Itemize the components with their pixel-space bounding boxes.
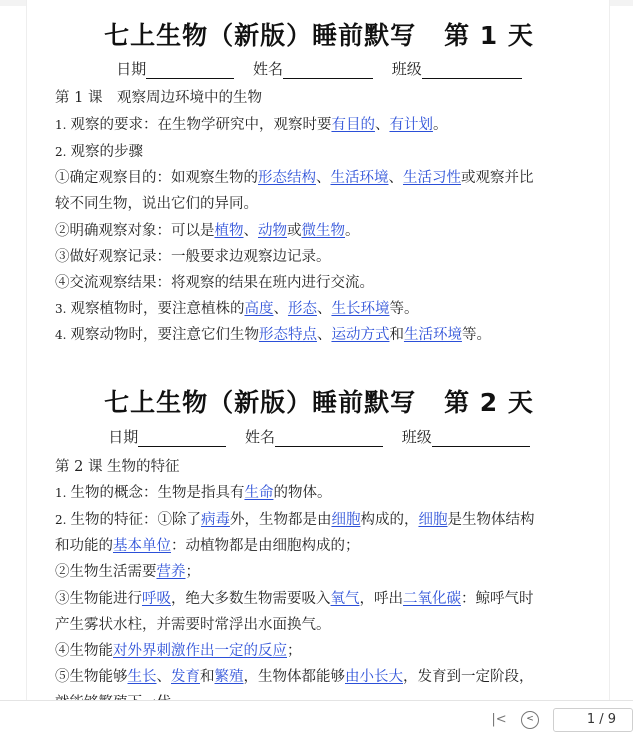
text: 构成的， [360,512,419,528]
text: 的物体。 [273,485,332,501]
answer: 微生物 [301,223,345,239]
day2-meta-row [27,426,611,447]
name-field[interactable] [275,431,383,447]
text: ，生物体都能够 [243,669,345,685]
text: ③生物能进行 [55,591,142,607]
text: 观察植物时，要注意植株的 [70,301,245,317]
answer: 繁殖 [214,669,244,685]
text: ②生物生活需要 [55,564,157,580]
answer: 有计划 [389,117,433,133]
day-number: 第 2 天 [444,388,534,417]
name-label: 姓名 [244,428,275,446]
text: 。 [432,117,448,133]
answer: 生长环境 [331,301,390,317]
day2-feature-2 [55,562,585,582]
text: ，呼出 [359,591,403,607]
text: 、 [388,170,403,186]
class-label: 班级 [401,428,432,446]
day2-item-2 [55,510,585,530]
class-label: 班级 [391,60,422,78]
answer: 生活环境 [330,170,389,186]
text: 观察的步骤 [70,144,143,160]
item-number: 1. [55,486,67,500]
title-text: 七上生物（新版）睡前默写 [104,388,417,417]
item-number: 4. [55,328,67,342]
day1-item-4 [55,325,585,345]
text: 或观察并比 [461,170,534,186]
answer: 运动方式 [331,327,390,343]
text: ②明确观察对象：可以是 [55,223,215,239]
answer: 形态结构 [258,170,316,186]
text: ； [185,564,200,580]
text: 、 [273,301,288,317]
answer: 形态 [287,301,317,317]
day1-item-1 [55,115,585,135]
day1-title [27,16,611,52]
class-field[interactable] [422,63,522,79]
answer: 生活习性 [403,170,461,186]
text: 观察动物时，要注意它们生物 [70,327,259,343]
day2-feature-3-cont: 产生雾状水柱，并需要时常浮出水面换气。 [55,617,331,633]
day1-item-3 [55,299,585,319]
day1-step-3: ③做好观察记录：一般要求边观察边记录。 [55,249,331,265]
text: 等。 [389,301,419,317]
text: ，绝大多数生物需要吸入 [171,591,331,607]
text: ； [287,643,302,659]
answer: 生长 [127,669,157,685]
answer: 生命 [244,485,274,501]
text: 、 [374,117,390,133]
date-label: 日期 [108,428,139,446]
date-field[interactable] [138,431,226,447]
day1-step-2 [55,221,585,241]
text: ④生物能 [55,643,113,659]
answer: 病毒 [200,512,230,528]
text: 生物的特征：①除了 [70,512,201,528]
text: 生物的概念：生物是指具有 [70,485,245,501]
day-number: 第 1 天 [444,21,534,50]
title-text: 七上生物（新版）睡前默写 [104,21,417,50]
answer: 营养 [156,564,186,580]
answer: 基本单位 [113,538,171,554]
answer: 细胞 [331,512,361,528]
text: 外，生物都是由 [229,512,332,528]
text: 是生物体结构 [447,512,535,528]
item-number: 3. [55,302,67,316]
day2-feature-4 [55,641,585,661]
day2-feature-5 [55,667,585,687]
answer: 二氧化碳 [403,591,461,607]
item-number: 1. [55,118,67,132]
day2-title [27,383,611,419]
day2-item-2-cont [55,536,585,556]
date-label: 日期 [116,60,147,78]
text: 。 [345,223,360,239]
text: ①确定观察目的：如观察生物的 [55,170,258,186]
answer: 由小长大 [345,669,403,685]
text: ：鲸呼气时 [461,591,534,607]
date-field[interactable] [146,63,234,79]
document-page [26,0,610,700]
text: 、 [316,327,332,343]
text: ：动植物都是由细胞构成的； [171,538,360,554]
text: 、 [243,223,258,239]
day1-step-1-cont: 较不同生物，说出它们的异同。 [55,196,258,212]
day1-item-2 [55,142,585,162]
day2-item-1 [55,483,585,503]
answer: 形态特点 [258,327,317,343]
answer: 高度 [244,301,274,317]
day2-feature-3 [55,589,585,609]
class-field[interactable] [432,431,530,447]
page-indicator[interactable]: 1 / 9 [553,708,633,732]
text: 观察的要求：在生物学研究中，观察时要 [70,117,332,133]
text: 、 [156,669,171,685]
answer: 细胞 [418,512,448,528]
day1-lesson-heading: 第 1 课 观察周边环境中的生物 [55,90,262,106]
answer: 对外界刺激作出一定的反应 [113,643,287,659]
answer: 呼吸 [142,591,171,607]
day1-step-4: ④交流观察结果：将观察的结果在班内进行交流。 [55,275,374,291]
text: 和功能的 [55,538,113,554]
text: 和 [389,327,404,343]
day2-lesson-heading: 第 2 课 生物的特征 [55,459,180,475]
text: 等。 [461,327,491,343]
item-number: 2. [55,513,67,527]
text: 和 [200,669,215,685]
answer: 动物 [258,223,287,239]
text: 、 [316,170,331,186]
answer: 发育 [171,669,200,685]
day1-meta-row [27,58,611,79]
item-number: 2. [55,145,67,159]
text: 、 [316,301,332,317]
answer: 植物 [214,223,244,239]
pagination-bar [0,700,633,738]
text: ⑤生物能够 [55,669,128,685]
name-label: 姓名 [252,60,283,78]
name-field[interactable] [283,63,373,79]
answer: 有目的 [331,117,375,133]
text: 或 [287,223,302,239]
answer: 生活环境 [403,327,462,343]
day1-step-1 [55,168,585,188]
first-page-icon[interactable]: |< [491,712,507,727]
answer: 氧气 [330,591,360,607]
text: ，发育到一定阶段， [403,669,534,685]
previous-page-icon[interactable]: < [521,711,539,729]
